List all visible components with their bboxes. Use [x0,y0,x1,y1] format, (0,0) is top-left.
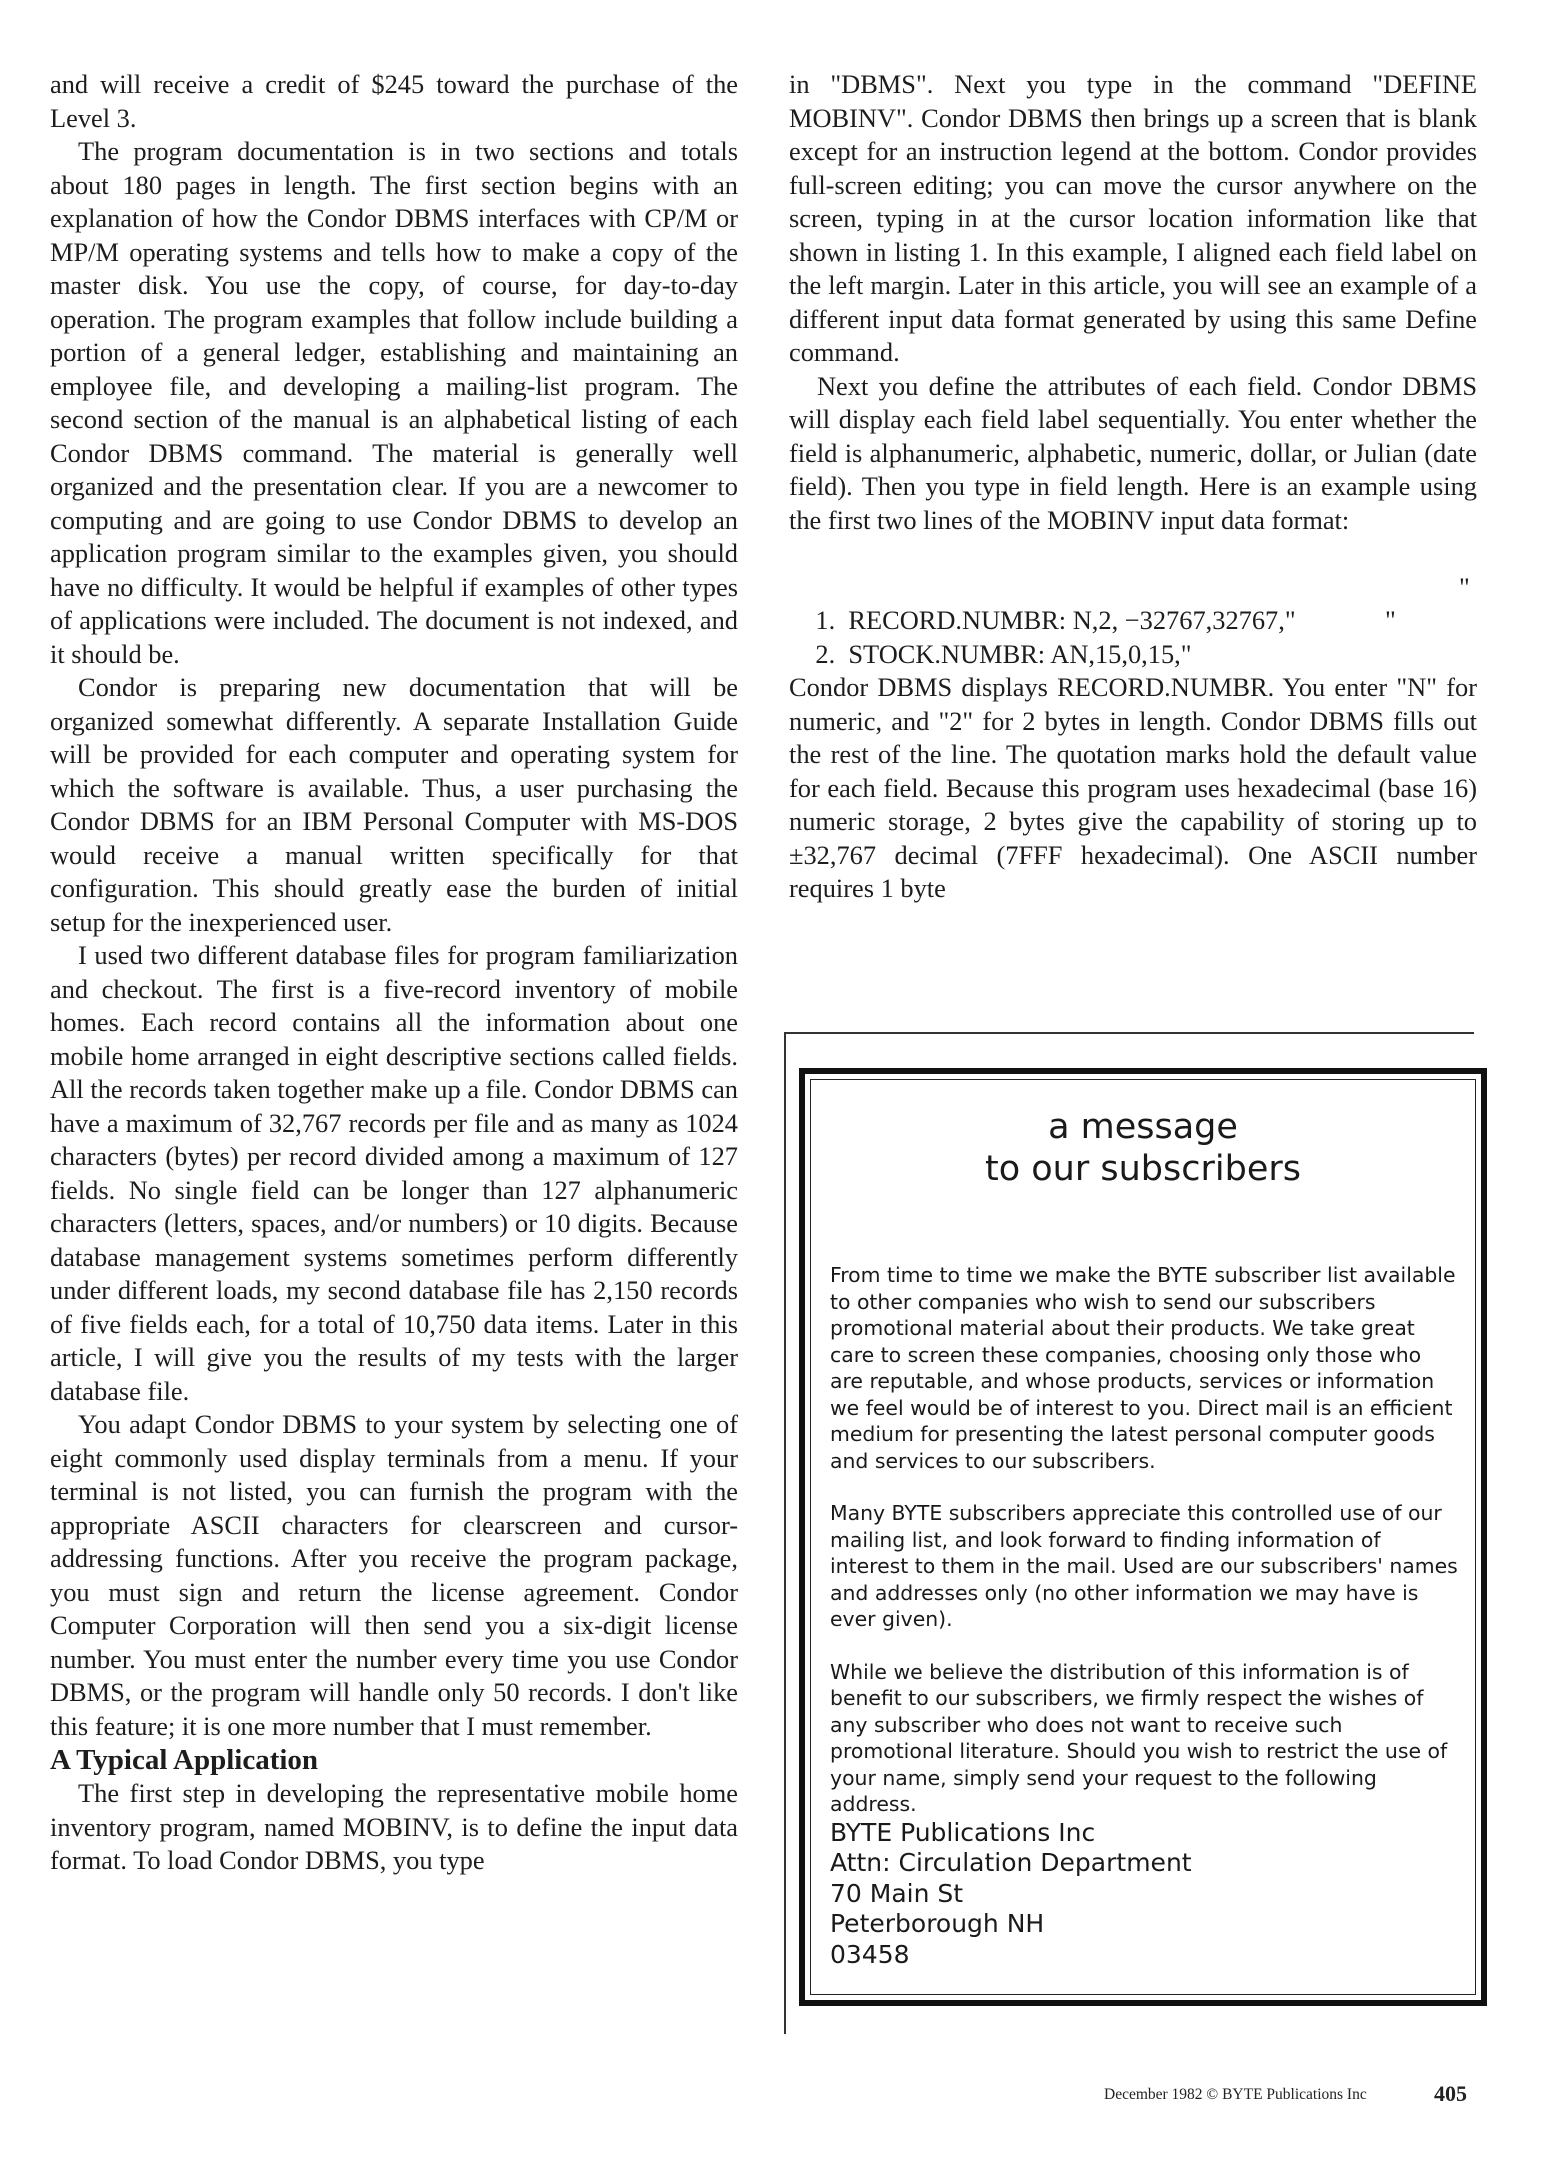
body-paragraph: The program documentation is in two sections and totals about 180 pages in length. The first section begins with an explanation of how the Condor DBMS interfaces with CP/M or MP/M operating systems and tells how to make a copy of the master disk. You use the copy, of course, for day-to-day operation. The program examples that follow include building a portion of a general ledger, establishing and maintaining an employee file, and developing a mailing-list program. The second section of the manual is an alphabetical listing of each Condor DBMS command. The material is generally well organized and the presentation clear. If you are a newcomer to computing and are going to use Condor DBMS to develop an application program similar to the examples given, you should have no difficulty. It would be helpful if examples of other types of applications were included. The document is not indexed, and it should be. [50,136,738,669]
body-paragraph: I used two different database files for program familiarization and checkout. The first is a five-record inventory of mobile homes. Each record contains all the information about one mobile home arranged in eight descriptive sections called fields. All the records taken together make up a file. Condor DBMS can have a maximum of 32,767 records per file and as many as 1024 characters (bytes) per record divided among a maximum of 127 fields. No single field can be longer than 127 alphanumeric characters (letters, spaces, and/or numbers) or 10 digits. Because database management systems sometimes perform differently under different loads, my second database file has 2,150 records of five fields each, for a total of 10,750 data items. Later in this article, I will give you the results of my tests with the larger database file. [50,940,738,1406]
code-line-end: " [1385,605,1396,635]
address-line: Peterborough NH [830,1909,1045,1938]
body-paragraph: The first step in developing the representative mobile home inventory program, named MOBINV, is to define the input data format. To load Condor DBMS, you type [50,1778,738,1875]
body-paragraph: Condor DBMS displays RECORD.NUMBR. You enter "N" for numeric, and "2" for 2 bytes in length. Condor DBMS fills out the rest of the line. The quotation marks hold the default value for each field. Because this program uses hexadecimal (base 16) numeric storage, 2 bytes give the capability of storing up to ±32,767 decimal (7FFF hexadecimal). One ASCII number requires 1 byte [789,672,1477,903]
code-line [789,571,1477,635]
body-paragraph: You adapt Condor DBMS to your system by selecting one of eight commonly used display terminals from a menu. If your terminal is not listed, you can furnish the program with the appropriate ASCII characters for clearscreen and cursor-addressing functions. After you receive the program package, you must sign and return the license agreement. Condor Computer Corporation will then send you a six-digit license number. You must enter the number every time you use Condor DBMS, or the program will handle only 50 records. I don't like this feature; it is one more number that I must remember. [50,1409,738,1741]
message-paragraph: Many BYTE subscribers appreciate this controlled use of our mailing list, and look forward to finding information of interest to them in the mail. Used are our subscribers' names and addresses only (no other information we may have is ever given). [830,1501,1458,1631]
address-line: Attn: Circulation Department [830,1848,1192,1877]
body-paragraph: and will receive a credit of $245 toward the purchase of the Level 3. [50,69,738,133]
body-paragraph: Condor is preparing new documentation that will be organized somewhat differently. A separate Installation Guide will be provided for each computer and operating system for which the software is available. Thus, a user purchasing the Condor DBMS for an IBM Personal Computer with MS-DOS would receive a manual written specifically for that configuration. This should greatly ease the burden of initial setup for the inexperienced user. [50,672,738,937]
footer-credit: December 1982 © BYTE Publications Inc [1104,2086,1367,2103]
message-body [805,1190,1481,1818]
code-line [789,604,1477,669]
code-line-end: " [1459,571,1470,602]
subscriber-message-box [799,1068,1487,2006]
message-title [805,1106,1481,1190]
box-frame-rule [784,1032,786,2034]
message-title-line: a message [1048,1107,1238,1147]
code-line-text: 1. RECORD.NUMBR: N,2, −32767,32767," [815,605,1296,635]
body-paragraph: Next you define the attributes of each field. Condor DBMS will display each field label sequentially. You enter whether the field is alphanumeric, alphabetic, numeric, dollar, or Julian (date field). Then you type in field length. Here is an example using the first two lines of the MOBINV input data format: [789,370,1477,535]
code-line-text: 2. STOCK.NUMBR: AN,15,0,15," [815,638,1192,669]
section-heading: A Typical Application [50,1744,319,1776]
page-number: 405 [1434,2081,1467,2106]
body-paragraph: in "DBMS". Next you type in the command "DEFINE MOBINV". Condor DBMS then brings up a screen that is blank except for an instruction legend at the bottom. Condor provides full-screen editing; you can move the cursor anywhere on the screen, typing in at the cursor location information like that shown in listing 1. In this example, I aligned each field label on the left margin. Later in this article, you will see an example of a different input data format generated by using this same Define command. [789,69,1477,367]
box-frame-rule [784,1032,1474,1034]
mailing-address [805,1818,1481,1971]
address-line: 70 Main St [830,1878,964,1908]
message-paragraph: While we believe the distribution of this information is of benefit to our subscribers, we firmly respect the wishes of any subscriber who does not want to receive such promotional literature. Should you wish to restrict the use of your name, simply send your request to the following address. [830,1659,1448,1816]
address-line: 03458 [830,1939,910,1969]
message-title-line: to our subscribers [985,1149,1301,1189]
right-column [789,68,1477,906]
address-line: BYTE Publications Inc [830,1817,1096,1847]
left-column [50,68,738,1878]
message-paragraph: From time to time we make the BYTE subscriber list available to other companies who wish to send our subscribers promotional material about their products. We take great care to screen these companies, choosing only those who are reputable, and whose products, services or information we feel would be of interest to you. Direct mail is an efficient medium for presenting the latest personal computer goods and services to our subscribers. [830,1263,1456,1473]
